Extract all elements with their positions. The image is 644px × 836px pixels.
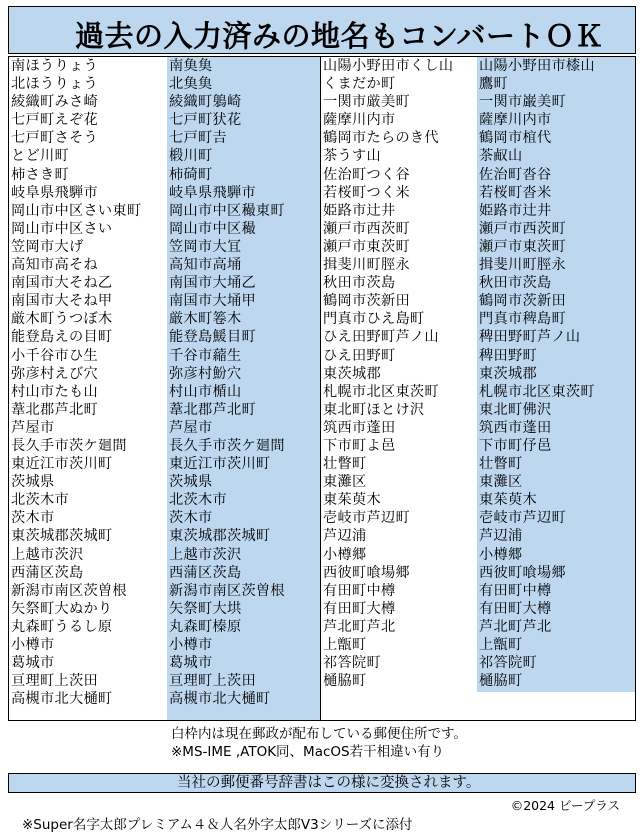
- table-cell: 矢祭町大垬: [169, 600, 242, 617]
- table-cell: 一関市巌美町: [479, 94, 566, 111]
- table-cell: 札幌市北区東茨町: [323, 383, 439, 400]
- table-cell: 東近江市茨川町: [169, 456, 271, 473]
- table-cell: 東茱萸木: [323, 492, 381, 509]
- table-cell: 筑西市蓬田: [323, 419, 396, 436]
- table-cell: 北茨木市: [11, 492, 69, 509]
- table-cell: 茨木市: [11, 510, 55, 527]
- table-cell: 門真市稗島町: [479, 311, 566, 328]
- table-cell: 高槻市北大樋町: [169, 691, 271, 708]
- output-column-left: [167, 57, 321, 720]
- table-cell: 佐治町沓谷: [479, 166, 552, 183]
- table-cell: 芦屋市: [169, 419, 213, 436]
- table-cell: 壱岐市芦辺町: [479, 510, 566, 527]
- table-cell: 東茨城郡茨城町: [11, 528, 113, 545]
- table-cell: 秋田市茨島: [479, 275, 552, 292]
- table-cell: 有田町大樽: [479, 600, 552, 617]
- table-cell: 門真市ひえ島町: [323, 311, 425, 328]
- table-cell: 茶㕟山: [479, 148, 523, 165]
- table-cell: 東茨城郡: [323, 365, 381, 382]
- table-cell: 鷹町: [479, 76, 508, 93]
- table-cell: 矢祭町大ぬかり: [11, 600, 113, 617]
- table-cell: 柿碕町: [169, 166, 213, 183]
- table-cell: 芦辺浦: [323, 528, 367, 545]
- table-cell: 綾織町鵢崎: [169, 94, 242, 111]
- table-cell: 南国市大埇乙: [169, 275, 256, 292]
- table-cell: 揖斐川町脛永: [323, 257, 410, 274]
- table-cell: 揖斐川町脛永: [479, 257, 566, 274]
- table-cell: 上越市茨沢: [11, 546, 84, 563]
- table-cell: 丸森町うるし原: [11, 618, 113, 635]
- table-cell: 笠岡市大げ: [11, 238, 84, 255]
- table-cell: 南国市大そね甲: [11, 293, 113, 310]
- table-cell: 綾織町みさ崎: [11, 94, 98, 111]
- table-cell: 丸森町榛原: [169, 618, 242, 635]
- table-cell: 姫路市辻井: [479, 202, 552, 219]
- table-cell: 南ほうりょう: [11, 58, 98, 74]
- table-cell: 弥彦村えび穴: [11, 365, 98, 382]
- table-cell: 小樽市: [11, 637, 55, 653]
- page-title: 過去の入力済みの地名もコンバートＯＫ: [75, 19, 604, 53]
- table-cell: 南国市大そね乙: [11, 275, 113, 292]
- table-cell: 茨城県: [11, 474, 55, 491]
- table-cell: 亘理町上茨田: [169, 673, 256, 690]
- table-cell: 厳木町うつぼ木: [11, 311, 113, 328]
- table-cell: 岐阜県飛騨市: [11, 184, 98, 201]
- table-cell: 南国市大埇甲: [169, 293, 256, 310]
- table-cell: 小樽市: [169, 637, 213, 653]
- table-cell: 有田町中樽: [323, 582, 396, 599]
- table-cell: 瀬戸市西茨町: [479, 220, 566, 237]
- conversion-bar-text: 当社の郵便番号辞書はこの様に変換されます。: [177, 775, 481, 791]
- table-cell: ひえ田野町: [323, 347, 396, 364]
- table-cell: 葛城市: [11, 655, 55, 672]
- table-cell: 筑西市蓬田: [479, 419, 552, 436]
- table-cell: 岡山市中区穝東町: [169, 202, 285, 219]
- table-cell: 祁答院町: [323, 655, 381, 672]
- note-ime: ※MS-IME ,ATOK同、MacOS若干相違い有り: [171, 744, 445, 760]
- table-cell: 若桜町沓米: [479, 184, 552, 201]
- place-name-table: [8, 56, 636, 721]
- table-cell: 上甑町: [323, 637, 367, 653]
- table-cell: 壮瞥町: [479, 456, 523, 473]
- table-cell: 芦北町芦北: [479, 618, 552, 635]
- table-cell: 佐治町つく谷: [323, 166, 410, 183]
- table-cell: 瀬戸市西茨町: [323, 220, 410, 237]
- table-cell: 鶴岡市たらのき代: [323, 130, 439, 147]
- table-cell: 樋脇町: [479, 673, 523, 690]
- table-cell: 葦北郡芦北町: [169, 401, 256, 418]
- table-cell: 七戸町犾花: [169, 112, 242, 129]
- table-cell: 壮瞥町: [323, 456, 367, 473]
- title-banner: [8, 6, 636, 54]
- table-cell: 小千谷市ひ生: [11, 347, 98, 364]
- table-cell: 鶴岡市茨新田: [323, 293, 410, 310]
- table-cell: 能登島えの目町: [11, 329, 113, 346]
- table-cell: 能登島鰀目町: [169, 329, 256, 346]
- table-cell: 高知市高そね: [11, 257, 98, 274]
- table-cell: くまだか町: [323, 76, 396, 93]
- table-cell: 西彼町喰場郷: [323, 564, 410, 581]
- table-cell: 稗田野町: [479, 347, 537, 364]
- table-cell: 樋脇町: [323, 673, 367, 690]
- table-cell: 瀬戸市東茨町: [323, 238, 410, 255]
- table-cell: 薩摩川内市: [323, 112, 396, 129]
- table-cell: 北ほうりょう: [11, 76, 98, 93]
- table-cell: 東灘区: [479, 474, 523, 491]
- table-cell: 新潟市南区茨曽根: [169, 582, 285, 599]
- table-cell: 千谷市𧃴生: [169, 347, 242, 364]
- table-cell: 東近江市茨川町: [11, 456, 113, 473]
- output-column-right: [477, 57, 635, 720]
- table-cell: 茶うす山: [323, 148, 381, 165]
- table-cell: 西蒲区茨島: [11, 564, 84, 581]
- table-cell: 北茨木市: [169, 492, 227, 509]
- table-cell: 山陽小野田市㯃山: [479, 58, 595, 74]
- table-cell: 小樽郷: [479, 546, 523, 563]
- table-cell: 東茨城郡: [479, 365, 537, 382]
- footer-note: ※Super名字太郎プレミアム４＆人名外字太郎V3シリーズに添付: [22, 817, 413, 833]
- table-cell: 葛城市: [169, 655, 213, 672]
- table-cell: 下市町よ邑: [323, 437, 396, 454]
- table-cell: 亘理町上茨田: [11, 673, 98, 690]
- table-cell: 高知市高埇: [169, 257, 242, 274]
- table-cell: 東北町佛沢: [479, 401, 552, 418]
- table-cell: 鶴岡市茨新田: [479, 293, 566, 310]
- table-cell: 笠岡市大冝: [169, 238, 242, 255]
- table-cell: 秋田市茨島: [323, 275, 396, 292]
- table-cell: 高槻市北大樋町: [11, 691, 113, 708]
- table-cell: 柿さき町: [11, 166, 69, 183]
- table-cell: 葦北郡芦北町: [11, 401, 98, 418]
- table-cell: 祁答院町: [479, 655, 537, 672]
- table-cell: 札幌市北区東茨町: [479, 383, 595, 400]
- table-cell: 村山市楯山: [169, 383, 242, 400]
- table-cell: 西蒲区茨島: [169, 564, 242, 581]
- table-cell: 山陽小野田市くし山: [323, 58, 454, 74]
- conversion-bar: [8, 773, 636, 793]
- table-cell: 北𩵋𩵋: [169, 76, 213, 93]
- note-white-frame: 白枠内は現在郵政が配布している郵便住所です。: [171, 726, 467, 742]
- input-column-left: [9, 57, 167, 720]
- table-cell: 上甑町: [479, 637, 523, 653]
- table-cell: 芦北町芦北: [323, 618, 396, 635]
- table-cell: 茨城県: [169, 474, 213, 491]
- table-cell: 東灘区: [323, 474, 367, 491]
- table-cell: 西彼町喰場郷: [479, 564, 566, 581]
- table-cell: 一関市厳美町: [323, 94, 410, 111]
- copyright: ©2024 ビープラス: [510, 798, 620, 813]
- table-cell: 茨木市: [169, 510, 213, 527]
- table-cell: 壱岐市芦辺町: [323, 510, 410, 527]
- table-cell: 有田町中樽: [479, 582, 552, 599]
- table-cell: 岡山市中区穝: [169, 220, 256, 237]
- table-cell: 東茨城郡茨城町: [169, 528, 271, 545]
- table-cell: 岡山市中区さい: [11, 220, 113, 237]
- table-cell: 新潟市南区茨曽根: [11, 582, 127, 599]
- table-cell: 稗田野町芦ノ山: [479, 329, 581, 346]
- table-cell: 瀬戸市東茨町: [479, 238, 566, 255]
- table-cell: 芦辺浦: [479, 528, 523, 545]
- table-cell: 南𩵋𩵋: [169, 58, 213, 74]
- table-cell: 岐阜県飛騨市: [169, 184, 256, 201]
- table-cell: 上越市茨沢: [169, 546, 242, 563]
- table-cell: 岡山市中区さい東町: [11, 202, 142, 219]
- table-cell: 長久手市茨ケ廻間: [169, 437, 285, 454]
- table-cell: 芦屋市: [11, 419, 55, 436]
- table-cell: 鶴岡市椬代: [479, 130, 552, 147]
- table-cell: 薩摩川内市: [479, 112, 552, 129]
- table-cell: 七戸町えぞ花: [11, 112, 98, 129]
- table-cell: 下市町伃邑: [479, 437, 552, 454]
- table-cell: 弥彦村魵穴: [169, 365, 242, 382]
- input-column-right: [321, 57, 477, 720]
- table-cell: 小樽郷: [323, 546, 367, 563]
- table-cell: とど川町: [11, 148, 69, 165]
- table-cell: 東北町ほとけ沢: [323, 401, 425, 418]
- table-cell: ひえ田野町芦ノ山: [323, 329, 439, 346]
- table-cell: 七戸町さそう: [11, 130, 98, 147]
- table-cell: 若桜町つく米: [323, 184, 410, 201]
- table-cell: 東茱萸木: [479, 492, 537, 509]
- table-cell: 七戸町𠮷: [169, 130, 227, 147]
- table-cell: 村山市たも山: [11, 383, 98, 400]
- table-cell: 姫路市辻井: [323, 202, 396, 219]
- table-cell: 椴川町: [169, 148, 213, 165]
- table-cell: 有田町大樽: [323, 600, 396, 617]
- table-cell: 厳木町箞木: [169, 311, 242, 328]
- table-cell: 長久手市茨ケ廻間: [11, 437, 127, 454]
